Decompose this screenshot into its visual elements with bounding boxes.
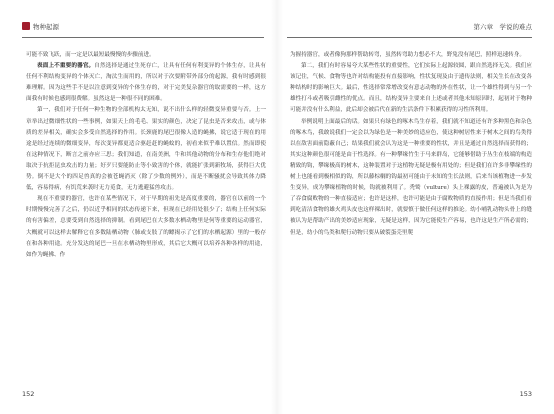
body-paragraph xyxy=(26,50,266,61)
paragraph-text: 第二，我们有时容易夸大某些性状的重要性，它们实际上起源较圆，跟自然选择无关。我们应该记住，气候、食物等也许对结构能投有直接影响，性状复现及由于遗传法则，相关生长在改变各种结构时的影响巨大。最后，性选择常常增改变有意志动物的外在性状，让一个雄性得到与另一个雄性打斗或者吸引雌性的优点。而且，结构变异主要来自上述或者其他未知原因时，起初对于物种可能并没有什么利益，此后却会被后代在新的生活条件下积累获得的习性所利用。 xyxy=(290,63,532,114)
book-logo-icon xyxy=(22,22,30,30)
left-page-body xyxy=(26,50,266,261)
paragraph-text: 第一，我们对于任何一种生物的全部机构太无知，说不出什么样的轻微变异重要与否。上一章举出过微细性状的一些事例，如果天上的毛毛、果实的颜色，决定了昆虫是否来攻击，或与体质的差异相关，确实会多受自然选择的作用。长颈鹿的尾巴很像人造的蝇拂，说它适于现在的用途是经过连续的微细变异，每次变异都更适合驱赶赶的蝇蚊的，初看来似乎难以置信。然而即使在这种情况下，断言之前亦应三思；我们知道，在南美洲，牛和其他动物的分布和生存他们绝对取决于抗拒昆虫攻击的力量；好歹只要能防止等小致害的个体，就能扩张到新牧场，获得巨大优势。倒不是大个的四足兽真的会被苍蝇消灭（除了少数的例外），而是不断骚扰会导致其体力降低，容易得病，有饥荒来袭时无力觅食，无力逃避猛兽攻击。 xyxy=(26,107,266,192)
paragraph-text: 为握持器官，或者像狗那样帮助转弯，虽然转弯助力想必不大，野兔没有尾巴，照样迅速转身。 xyxy=(290,52,525,58)
left-page-number: 152 xyxy=(22,390,35,398)
left-header-title: 物种起源 xyxy=(33,23,59,31)
paragraph-text: 自然选择是通过生死存亡，让具有任何有利变异的个体生存，让具有任何不利结构变异的个体灭亡，淘汰生而用的，所以对于次要附带外部分的起源，我有时感到很难理解。因为这些手不是以注意到变异的个体生存的，对于完美复杂器官的取需要的一样，这方面我有时候也感到很费解。虽然这是一种很不同的困难。 xyxy=(26,63,266,103)
body-paragraph xyxy=(290,61,532,116)
body-paragraph xyxy=(290,117,532,239)
left-page-header xyxy=(22,22,264,38)
paragraph-lead-heading: 表面上不重要的器官。 xyxy=(37,63,95,70)
paragraph-text: 可能不致飞跃，而一定是以最短最慢慢的步骤前进。 xyxy=(26,52,155,58)
right-page xyxy=(277,0,554,414)
body-paragraph xyxy=(26,61,266,105)
body-paragraph xyxy=(26,105,266,194)
body-paragraph xyxy=(26,194,266,261)
right-header-title: 第六章 学说的难点 xyxy=(473,23,532,31)
body-paragraph xyxy=(290,50,532,61)
paragraph-text: 现在不重要的器官，也许在某些情况下，对于早期的祖先是高度重要的，器官在以前的一个时期慢慢完善了之后，仍以近乎相同的状态传递下来，但现在已经用处很少了；结构上任何实际的有害偏差，总要受到自然选择的抑制。看到尾巴在大多数水栖动物里是何等重要的运动器官，大概就可以这样去解释它在多数陆栖动物（肺或支肢了的鳔揭示了它们的水栖起源）里的一般存在和各种用途。充分发达的尾巴一旦在水栖动物里形成，其后它大概可以培养各种各样的用途，如作为蝇拂、作 xyxy=(26,196,266,258)
right-page-body xyxy=(290,50,532,239)
right-page-header xyxy=(287,22,532,38)
paragraph-text: 举例说明上面最后的话。如果只有绿色的啄木鸟生存着，我们就不知道还有许多种黑色和杂色的啄木鸟，我敢说我们一定会以为绿色是一种美妙的适应色，使这种树居性来于树木之间的鸟类得以在敌害面前隐蔽自己；结果我们就会认为这是一种重要的性状，并且是通过自然选择而获得的；其实这种颜色很可能是由于性选择。有一种攀缘竹生于马来群岛，它能够借助于丛生在枝端的构造精致的钩，攀缘极高的树木，这种装置对于这植物无疑是极有用处的；但是我们在许多非攀缘性的树上也能看到极相似的钩，所以藤棕榈的钩最初可能由于未知的生长法则，后来当该植物进一步发生变异，成为攀缘植物的时候，钩就被利用了。秃鹫（vulture）头上裸露的皮，普遍被认为是为了吞食腐败物的一种直接适应；也许是这样，也许可能是由于腐败物质的直接作用；但是当我们看到吃清洁食物的雄火鸡头皮也这样裸出时，就要慎于做任何这样的推论。幼小哺乳动物头骨上的缝被认为是帮助产出的美妙适应现象，无疑是这样，因为它能使生产容易，也许这是生产所必需的；但是，幼小的鸟类和爬行动物只要从破裂蛋壳里爬 xyxy=(290,118,532,236)
right-page-number: 153 xyxy=(519,390,532,398)
